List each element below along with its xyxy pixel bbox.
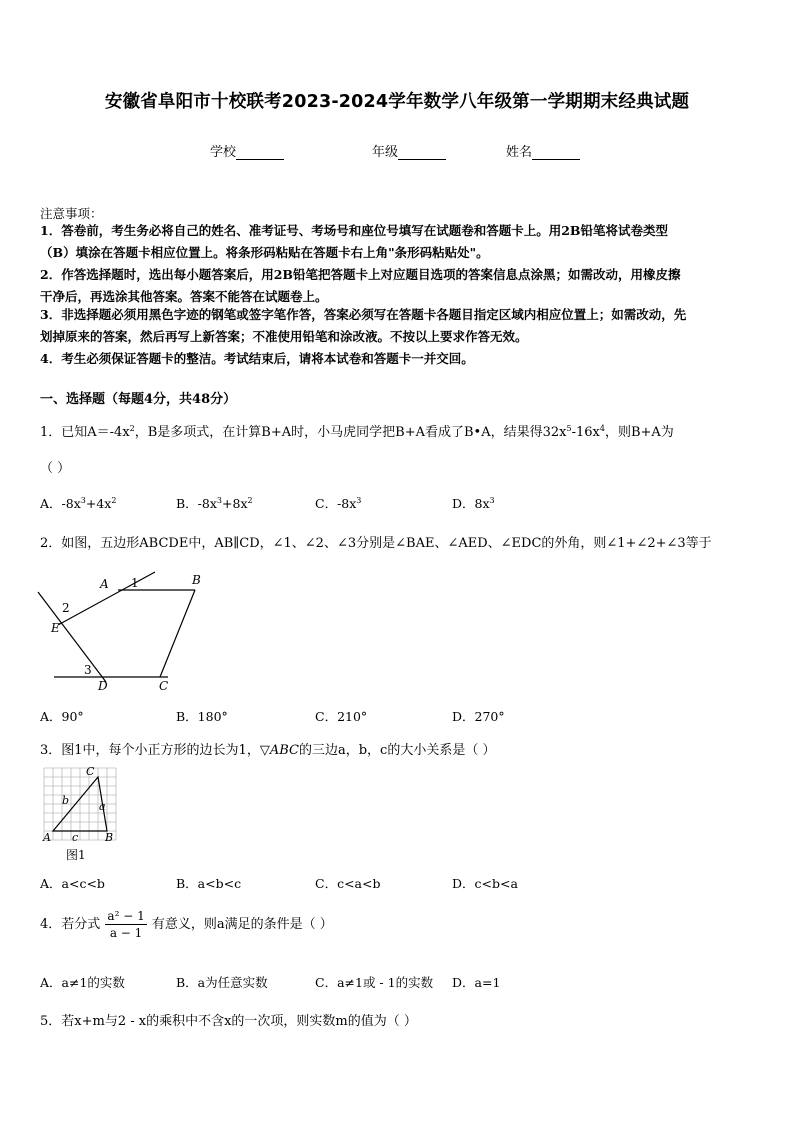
label-1: 1 [131,576,139,590]
grade-blank[interactable] [398,147,446,160]
q3-option-c[interactable]: C．c<a<b [315,876,381,891]
label-2: 2 [62,601,70,615]
q4-option-b[interactable]: B．a为任意实数 [176,975,268,990]
q1-option-a[interactable]: A．$-8x^3+4x^2$ [40,496,117,511]
notice-line: 1．答卷前，考生务必将自己的姓名、准考证号、考场号和座位号填写在试题卷和答题卡上。用2B铅笔将试卷类型 [40,223,668,238]
school-blank[interactable] [236,147,284,160]
notice-line: 2．作答选择题时，选出每小题答案后，用2B铅笔把答题卡上对应题目选项的答案信息点涂黑；如需改动，用橡皮擦 [40,267,681,282]
question-2: 2．如图，五边形ABCDE中，AB∥CD，∠1、∠2、∠3分别是∠BAE、∠AED、∠EDC的外角，则∠1+∠2+∠3等于 [40,536,712,551]
label-c: C [159,679,169,693]
exam-title: 安徽省阜阳市十校联考2023-2024学年数学八年级第一学期期末经典试题 [104,92,690,112]
notice-line: 划掉原来的答案，然后再写上新答案；不准使用铅笔和涂改液。不按以上要求作答无效。 [40,329,528,344]
q2-option-c[interactable]: C．210° [315,709,368,724]
section-title: 一、选择题（每题4分，共48分） [40,392,237,407]
question-1: 1．已知$A=-4x^2$，B是多项式，在计算B+A时，小马虎同学把B+A看成了B•A，结果得$32x^5-16x^4$，则B+A为 [40,424,674,440]
grade-label: 年级 [372,145,399,160]
q4-option-d[interactable]: D．a=1 [452,975,501,990]
label-d: D [98,679,108,693]
question-5: 5．若x+m与2 - x的乘积中不含x的一次项，则实数m的值为（ ） [40,1014,417,1029]
q2-option-a[interactable]: A．90° [40,709,84,724]
label-b-vertex: B [105,831,114,844]
notice-title: 注意事项： [40,206,103,221]
label-b: B [192,573,201,587]
label-c-side: c [72,831,79,844]
school-field [210,141,284,160]
q1-option-c[interactable]: C．$-8x^3$ [315,496,362,511]
name-label: 姓名 [506,145,533,160]
name-blank[interactable] [532,147,580,160]
label-a-vertex: A [43,831,51,844]
question-4: 4．若分式 $\frac{\text{a² − 1}}{a - 1}$ 有意义，则a满足的条件是（ ） [40,909,333,940]
label-c-vertex: C [86,765,95,778]
school-label: 学校 [210,145,237,160]
question-1-bracket: （ ） [40,461,71,476]
notice-line: 干净后，再选涂其他答案。答案不能答在试题卷上。 [40,289,328,304]
label-e: E [51,621,60,635]
grade-field [372,141,446,160]
notice-line: 3．非选择题必须用黑色字迹的钢笔或签字笔作答，答案必须写在答题卡各题目指定区域内相应位置上；如需改动，先 [40,307,687,322]
name-field [506,141,580,160]
q2-option-d[interactable]: D．270° [452,709,505,724]
q3-option-a[interactable]: A．a<c<b [40,876,105,891]
q1-option-d[interactable]: D．$8x^3$ [452,496,495,511]
figure-caption: 图1 [66,848,86,862]
fraction: $\frac{\text{a² − 1}}{a - 1}$ [107,909,145,940]
label-a-side: a [99,800,106,813]
pentagon-figure [30,568,220,698]
q2-option-b[interactable]: B．180° [176,709,228,724]
question-3: 3．图1中，每个小正方形的边长为1，▽ABC的三边a，b，c的大小关系是（ ） [40,743,496,758]
q3-option-d[interactable]: D．c<b<a [452,876,518,891]
q4-option-a[interactable]: A．a≠1的实数 [40,975,125,990]
label-3: 3 [84,663,92,677]
q1-option-b[interactable]: B．$-8x^3+8x^2$ [176,496,253,511]
label-a: A [100,577,109,591]
q4-option-c[interactable]: C．a≠1或 - 1的实数 [315,975,434,990]
q3-option-b[interactable]: B．a<b<c [176,876,242,891]
notice-line: （B）填涂在答题卡相应位置上。将条形码粘贴在答题卡右上角"条形码粘贴处"。 [40,245,489,260]
grid-triangle-figure [40,764,124,864]
notice-line: 4．考生必须保证答题卡的整洁。考试结束后，请将本试卷和答题卡一并交回。 [40,351,474,366]
label-b-side: b [62,794,70,807]
